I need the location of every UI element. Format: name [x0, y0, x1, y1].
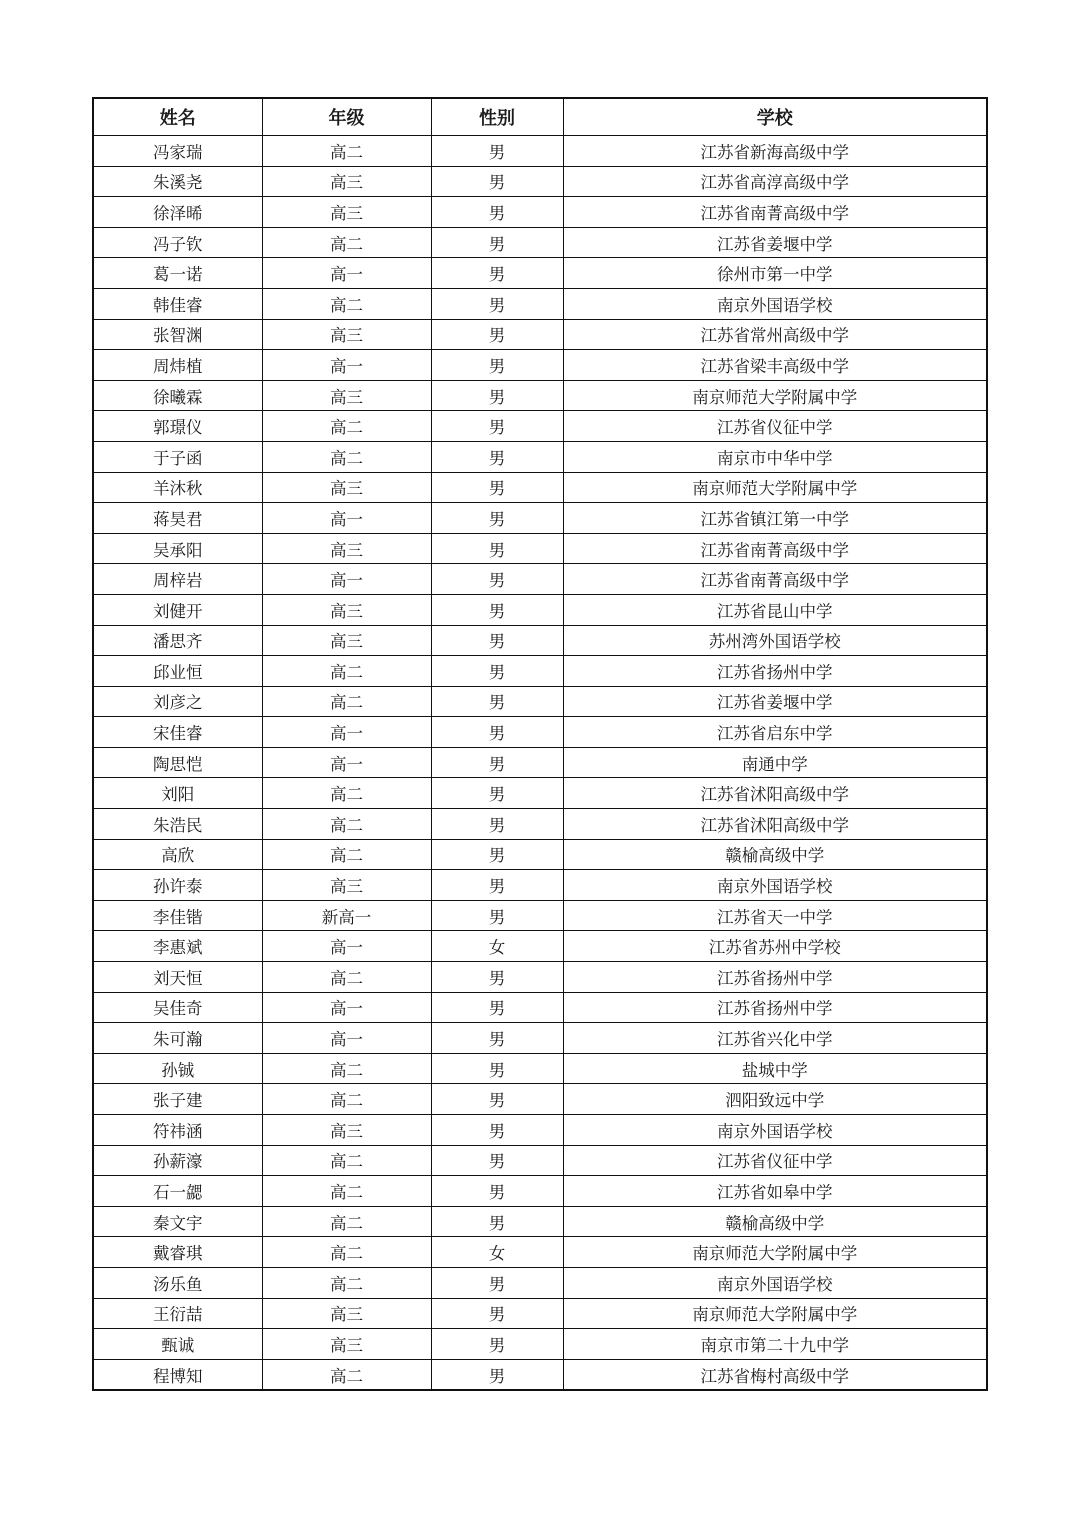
cell-gender: 男: [431, 1176, 563, 1207]
table-row: [93, 411, 987, 442]
cell-gender: 男: [431, 1329, 563, 1360]
cell-grade: 高一: [262, 1023, 431, 1054]
table-row: [93, 350, 987, 381]
cell-grade: 高三: [262, 1329, 431, 1360]
table-row: [93, 258, 987, 289]
cell-school: 南京师范大学附属中学: [563, 380, 987, 411]
cell-name: 甄诚: [93, 1329, 262, 1360]
cell-school: 赣榆高级中学: [563, 839, 987, 870]
cell-name: 孙许泰: [93, 870, 262, 901]
cell-gender: 男: [431, 809, 563, 840]
cell-name: 周梓岩: [93, 564, 262, 595]
cell-gender: 男: [431, 411, 563, 442]
cell-grade: 高一: [262, 992, 431, 1023]
cell-school: 江苏省仪征中学: [563, 411, 987, 442]
cell-gender: 男: [431, 747, 563, 778]
cell-gender: 男: [431, 1053, 563, 1084]
cell-gender: 男: [431, 227, 563, 258]
cell-name: 冯子钦: [93, 227, 262, 258]
cell-grade: 高一: [262, 931, 431, 962]
table-row: [93, 227, 987, 258]
cell-gender: 男: [431, 1023, 563, 1054]
table-row: [93, 380, 987, 411]
cell-school: 江苏省镇江第一中学: [563, 503, 987, 534]
cell-grade: 高一: [262, 350, 431, 381]
table-row: [93, 900, 987, 931]
cell-grade: 高三: [262, 197, 431, 228]
cell-gender: 男: [431, 870, 563, 901]
cell-school: 南京外国语学校: [563, 870, 987, 901]
table-row: [93, 809, 987, 840]
cell-name: 刘阳: [93, 778, 262, 809]
cell-school: 南京市中华中学: [563, 441, 987, 472]
cell-name: 徐泽晞: [93, 197, 262, 228]
cell-grade: 高二: [262, 1053, 431, 1084]
cell-gender: 男: [431, 288, 563, 319]
cell-school: 江苏省姜堰中学: [563, 686, 987, 717]
cell-grade: 高二: [262, 136, 431, 167]
cell-gender: 男: [431, 350, 563, 381]
cell-grade: 高一: [262, 717, 431, 748]
cell-school: 江苏省扬州中学: [563, 656, 987, 687]
cell-name: 汤乐鱼: [93, 1267, 262, 1298]
cell-grade: 高二: [262, 1237, 431, 1268]
cell-grade: 高一: [262, 564, 431, 595]
table-row: [93, 136, 987, 167]
cell-name: 刘天恒: [93, 962, 262, 993]
cell-gender: 男: [431, 136, 563, 167]
cell-name: 符祎涵: [93, 1115, 262, 1146]
cell-school: 江苏省如皋中学: [563, 1176, 987, 1207]
table-header-row: [93, 98, 987, 136]
cell-gender: 女: [431, 1237, 563, 1268]
cell-gender: 男: [431, 992, 563, 1023]
cell-name: 陶思恺: [93, 747, 262, 778]
table-row: [93, 1237, 987, 1268]
header-gender: 性别: [431, 98, 563, 136]
table-row: [93, 503, 987, 534]
cell-name: 李惠斌: [93, 931, 262, 962]
cell-grade: 高一: [262, 258, 431, 289]
cell-gender: 男: [431, 962, 563, 993]
cell-gender: 男: [431, 1267, 563, 1298]
cell-school: 南通中学: [563, 747, 987, 778]
cell-school: 赣榆高级中学: [563, 1206, 987, 1237]
table-row: [93, 1298, 987, 1329]
table-row: [93, 992, 987, 1023]
cell-grade: 高二: [262, 778, 431, 809]
cell-grade: 高三: [262, 625, 431, 656]
cell-gender: 男: [431, 472, 563, 503]
cell-grade: 新高一: [262, 900, 431, 931]
cell-school: 江苏省启东中学: [563, 717, 987, 748]
cell-name: 吴承阳: [93, 533, 262, 564]
table-row: [93, 625, 987, 656]
cell-school: 江苏省仪征中学: [563, 1145, 987, 1176]
cell-grade: 高三: [262, 166, 431, 197]
cell-gender: 男: [431, 900, 563, 931]
cell-name: 戴睿琪: [93, 1237, 262, 1268]
cell-gender: 男: [431, 441, 563, 472]
cell-school: 苏州湾外国语学校: [563, 625, 987, 656]
cell-name: 吴佳奇: [93, 992, 262, 1023]
cell-grade: 高二: [262, 962, 431, 993]
table-row: [93, 564, 987, 595]
cell-name: 宋佳睿: [93, 717, 262, 748]
table-row: [93, 1329, 987, 1360]
cell-grade: 高二: [262, 1359, 431, 1390]
cell-school: 江苏省南菁高级中学: [563, 197, 987, 228]
cell-grade: 高三: [262, 870, 431, 901]
cell-school: 南京市第二十九中学: [563, 1329, 987, 1360]
table-row: [93, 1115, 987, 1146]
cell-name: 孙铖: [93, 1053, 262, 1084]
cell-name: 朱浩民: [93, 809, 262, 840]
cell-school: 江苏省高淳高级中学: [563, 166, 987, 197]
table-row: [93, 656, 987, 687]
cell-name: 于子函: [93, 441, 262, 472]
cell-school: 江苏省新海高级中学: [563, 136, 987, 167]
cell-school: 盐城中学: [563, 1053, 987, 1084]
cell-grade: 高二: [262, 1267, 431, 1298]
header-school: 学校: [563, 98, 987, 136]
header-grade: 年级: [262, 98, 431, 136]
table-row: [93, 1206, 987, 1237]
cell-gender: 男: [431, 197, 563, 228]
student-table: [92, 97, 988, 1391]
cell-school: 南京师范大学附属中学: [563, 1237, 987, 1268]
table-row: [93, 686, 987, 717]
cell-gender: 男: [431, 1206, 563, 1237]
cell-grade: 高二: [262, 686, 431, 717]
table-row: [93, 1023, 987, 1054]
cell-school: 江苏省昆山中学: [563, 594, 987, 625]
table-row: [93, 319, 987, 350]
cell-grade: 高三: [262, 472, 431, 503]
cell-name: 朱溪尧: [93, 166, 262, 197]
cell-name: 秦文宇: [93, 1206, 262, 1237]
cell-gender: 男: [431, 656, 563, 687]
cell-name: 石一勰: [93, 1176, 262, 1207]
cell-name: 蒋昊君: [93, 503, 262, 534]
cell-grade: 高三: [262, 1115, 431, 1146]
cell-name: 韩佳睿: [93, 288, 262, 319]
cell-school: 江苏省天一中学: [563, 900, 987, 931]
cell-name: 刘健开: [93, 594, 262, 625]
cell-gender: 男: [431, 503, 563, 534]
cell-gender: 女: [431, 931, 563, 962]
cell-gender: 男: [431, 594, 563, 625]
cell-name: 徐曦霖: [93, 380, 262, 411]
cell-gender: 男: [431, 839, 563, 870]
cell-grade: 高二: [262, 656, 431, 687]
cell-gender: 男: [431, 380, 563, 411]
table-row: [93, 747, 987, 778]
cell-name: 朱可瀚: [93, 1023, 262, 1054]
cell-grade: 高二: [262, 227, 431, 258]
table-body: [93, 136, 987, 1391]
cell-name: 潘思齐: [93, 625, 262, 656]
table-row: [93, 931, 987, 962]
table-row: [93, 197, 987, 228]
table-row: [93, 1176, 987, 1207]
cell-name: 邱业恒: [93, 656, 262, 687]
table-row: [93, 288, 987, 319]
cell-gender: 男: [431, 1115, 563, 1146]
table-row: [93, 778, 987, 809]
cell-grade: 高二: [262, 441, 431, 472]
cell-school: 南京外国语学校: [563, 288, 987, 319]
cell-gender: 男: [431, 533, 563, 564]
table-row: [93, 472, 987, 503]
cell-school: 江苏省梁丰高级中学: [563, 350, 987, 381]
cell-grade: 高二: [262, 839, 431, 870]
cell-grade: 高二: [262, 1084, 431, 1115]
cell-name: 张子建: [93, 1084, 262, 1115]
cell-school: 南京师范大学附属中学: [563, 472, 987, 503]
cell-school: 江苏省常州高级中学: [563, 319, 987, 350]
cell-school: 南京师范大学附属中学: [563, 1298, 987, 1329]
cell-school: 南京外国语学校: [563, 1115, 987, 1146]
cell-name: 葛一诺: [93, 258, 262, 289]
table-row: [93, 1084, 987, 1115]
cell-grade: 高三: [262, 319, 431, 350]
cell-name: 李佳锴: [93, 900, 262, 931]
cell-school: 江苏省南菁高级中学: [563, 533, 987, 564]
student-list-sheet: [92, 97, 986, 1391]
cell-gender: 男: [431, 1084, 563, 1115]
cell-school: 江苏省苏州中学校: [563, 931, 987, 962]
cell-gender: 男: [431, 1145, 563, 1176]
cell-name: 张智渊: [93, 319, 262, 350]
table-row: [93, 1359, 987, 1390]
cell-grade: 高二: [262, 411, 431, 442]
table-row: [93, 166, 987, 197]
cell-gender: 男: [431, 319, 563, 350]
cell-school: 江苏省梅村高级中学: [563, 1359, 987, 1390]
table-row: [93, 870, 987, 901]
cell-name: 高欣: [93, 839, 262, 870]
cell-name: 冯家瑞: [93, 136, 262, 167]
cell-school: 徐州市第一中学: [563, 258, 987, 289]
cell-grade: 高三: [262, 594, 431, 625]
table-row: [93, 839, 987, 870]
cell-gender: 男: [431, 258, 563, 289]
cell-school: 江苏省扬州中学: [563, 962, 987, 993]
cell-grade: 高三: [262, 380, 431, 411]
table-row: [93, 594, 987, 625]
table-row: [93, 1267, 987, 1298]
cell-gender: 男: [431, 778, 563, 809]
cell-grade: 高二: [262, 1145, 431, 1176]
header-name: 姓名: [93, 98, 262, 136]
cell-name: 刘彦之: [93, 686, 262, 717]
cell-name: 羊沐秋: [93, 472, 262, 503]
cell-grade: 高三: [262, 1298, 431, 1329]
cell-school: 泗阳致远中学: [563, 1084, 987, 1115]
cell-name: 郭璟仪: [93, 411, 262, 442]
cell-gender: 男: [431, 625, 563, 656]
cell-name: 孙薪濠: [93, 1145, 262, 1176]
cell-gender: 男: [431, 1359, 563, 1390]
cell-grade: 高一: [262, 747, 431, 778]
table-row: [93, 717, 987, 748]
table-row: [93, 1053, 987, 1084]
table-row: [93, 962, 987, 993]
cell-grade: 高二: [262, 288, 431, 319]
cell-school: 江苏省沭阳高级中学: [563, 809, 987, 840]
table-row: [93, 1145, 987, 1176]
cell-gender: 男: [431, 1298, 563, 1329]
table-row: [93, 533, 987, 564]
cell-grade: 高二: [262, 809, 431, 840]
cell-name: 王衍喆: [93, 1298, 262, 1329]
table-row: [93, 441, 987, 472]
cell-school: 江苏省兴化中学: [563, 1023, 987, 1054]
cell-school: 江苏省南菁高级中学: [563, 564, 987, 595]
cell-gender: 男: [431, 564, 563, 595]
cell-name: 周炜植: [93, 350, 262, 381]
cell-school: 江苏省沭阳高级中学: [563, 778, 987, 809]
cell-grade: 高二: [262, 1176, 431, 1207]
cell-grade: 高二: [262, 1206, 431, 1237]
cell-name: 程博知: [93, 1359, 262, 1390]
cell-grade: 高三: [262, 533, 431, 564]
cell-school: 江苏省扬州中学: [563, 992, 987, 1023]
cell-gender: 男: [431, 686, 563, 717]
cell-school: 江苏省姜堰中学: [563, 227, 987, 258]
cell-gender: 男: [431, 166, 563, 197]
cell-grade: 高一: [262, 503, 431, 534]
cell-school: 南京外国语学校: [563, 1267, 987, 1298]
cell-gender: 男: [431, 717, 563, 748]
